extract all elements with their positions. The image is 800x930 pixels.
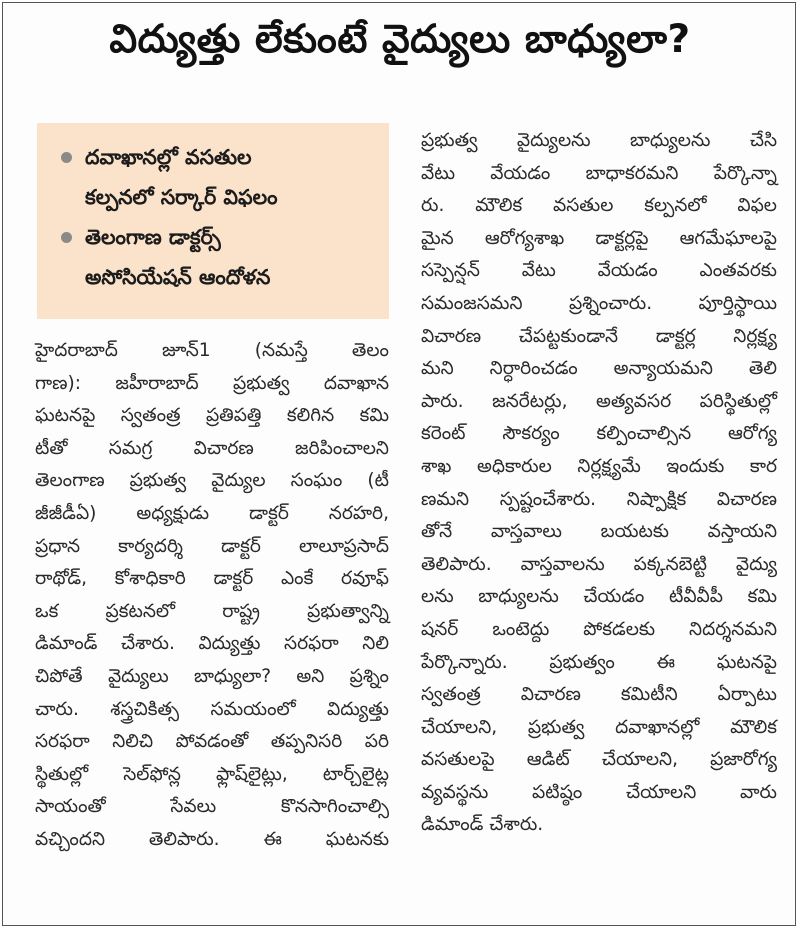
article-line: శాఖ అధికారుల నిర్లక్ష్యమే ఇందుకు కార	[421, 455, 777, 477]
highlight-line: అసోసియేషన్ ఆందోళన	[85, 265, 271, 289]
article-line: విచారణ చేపట్టకుండానే డాక్టర్ల నిర్లక్ష్య	[421, 325, 777, 347]
article-line: సమంజసమని ప్రశ్నించారు. పూర్తిస్థాయి	[421, 292, 777, 314]
article-line: ప్రభుత్వ వైద్యులను బాధ్యులను చేసి	[421, 130, 777, 151]
article-line: తెలంగాణ ప్రభుత్వ వైద్యుల సంఘం (టీ	[35, 470, 389, 492]
article-line: మని నిర్ధారించడం అన్యాయమని తెలి	[421, 358, 777, 380]
article-line: డిమాండ్ చేశారు. విద్యుత్తు సరఫరా నిలి	[35, 633, 389, 655]
article-line: డిమాండ్ చేశారు.	[421, 814, 544, 836]
highlight-line: కల్పనలో సర్కార్ విఫలం	[85, 185, 278, 209]
article-column-left	[35, 335, 389, 857]
highlight-item	[59, 217, 379, 297]
headline: విద్యుత్తు లేకుంటే వైద్యులు బాధ్యులా?	[109, 17, 691, 62]
article-column-right	[421, 125, 777, 842]
article-line: షనర్ ఒంటెద్దు పోకడలకు నిదర్శనమని	[421, 618, 777, 640]
highlights-box	[37, 123, 389, 319]
article-line: ణమని స్పష్టంచేశారు. నిష్పాక్షిక విచారణ	[421, 488, 777, 510]
article-line: టీతో సమగ్ర విచారణ జరిపించాలని	[35, 437, 389, 459]
article-line: వచ్చిందని తెలిపారు. ఈ ఘటనకు	[35, 828, 389, 850]
article-line: వేటు వేయడం బాధాకరమని పేర్కొన్నా	[421, 162, 777, 184]
highlight-item	[59, 137, 379, 217]
article-line: కరెంట్ సౌకర్యం కల్పించాల్సిన ఆరోగ్య	[421, 423, 777, 445]
article-line: తోనే వాస్తవాలు బయటకు వస్తాయని	[421, 521, 777, 543]
article-line: చిపోతే వైద్యులు బాధ్యులా? అని ప్రశ్నిం	[35, 665, 389, 687]
article-line: రు. మౌలిక వసతుల కల్పనలో విఫల	[421, 195, 777, 217]
article-line: జీజీడీఏ) అధ్యక్షుడు డాక్టర్ నరహరి,	[35, 502, 389, 524]
article-line: పేర్కొన్నారు. ప్రభుత్వం ఈ ఘటనపై	[421, 651, 777, 673]
article-line: ప్రధాన కార్యదర్శి డాక్టర్ లాలూప్రసాద్	[35, 535, 389, 557]
article-line: సస్పెన్షన్ వేటు వేయడం ఎంతవరకు	[421, 260, 777, 282]
bullet-icon	[61, 152, 72, 163]
article-line: పారు. జనరేటర్లు, అత్యవసర పరిస్థితుల్లో	[421, 390, 777, 412]
article-line: సరఫరా నిలిచి పోవడంతో తప్పనిసరి పరి	[35, 731, 389, 753]
article-line: చారు. శస్త్రచికిత్స సమయంలో విద్యుత్తు	[35, 698, 389, 720]
article-line: స్థితుల్లో సెల్‌ఫోన్ల ఫ్లాష్‌లైట్లు, టార్చ్‌లైట్ల	[35, 763, 389, 785]
article-line: సాయంతో సేవలు కొనసాగించాల్సి	[35, 796, 389, 818]
newspaper-clipping	[2, 2, 796, 926]
article-line: ఒక ప్రకటనలో రాష్ట్ర ప్రభుత్వాన్ని	[35, 600, 389, 622]
article-line: తెలిపారు. వాస్తవాలను పక్కనబెట్టి వైద్యు	[421, 553, 777, 575]
article-line: వసతులపై ఆడిట్ చేయాలని, ప్రజారోగ్య	[421, 749, 777, 771]
article-line: స్వతంత్ర విచారణ కమిటీని ఏర్పాటు	[421, 684, 777, 706]
article-line: చేయాలని, ప్రభుత్వ దవాఖానల్లో మౌలిక	[421, 716, 777, 738]
article-line: లను బాధ్యులను చేయడం టీవీవీపీ కమి	[421, 586, 777, 608]
article-line: ఘటనపై స్వతంత్ర ప్రతిపత్తి కలిగిన కమి	[35, 405, 389, 427]
bullet-icon	[61, 232, 72, 243]
article-line: వ్యవస్థను పటిష్ఠం చేయాలని వారు	[421, 781, 777, 803]
article-line: రాథోడ్, కోశాధికారి డాక్టర్ ఎంకే రవూఫ్	[35, 568, 389, 590]
article-line: హైదరాబాద్ జూన్1 (నమస్తే తెలం	[35, 340, 389, 361]
article-line: మైన ఆరోగ్యశాఖ డాక్టర్లపై ఆగమేఘాలపై	[421, 227, 777, 249]
highlight-line: తెలంగాణ డాక్టర్స్	[85, 225, 221, 249]
highlight-line: దవాఖానల్లో వసతుల	[85, 145, 252, 169]
article-line: గాణ): జహీరాబాద్ ప్రభుత్వ దవాఖాన	[35, 372, 389, 394]
